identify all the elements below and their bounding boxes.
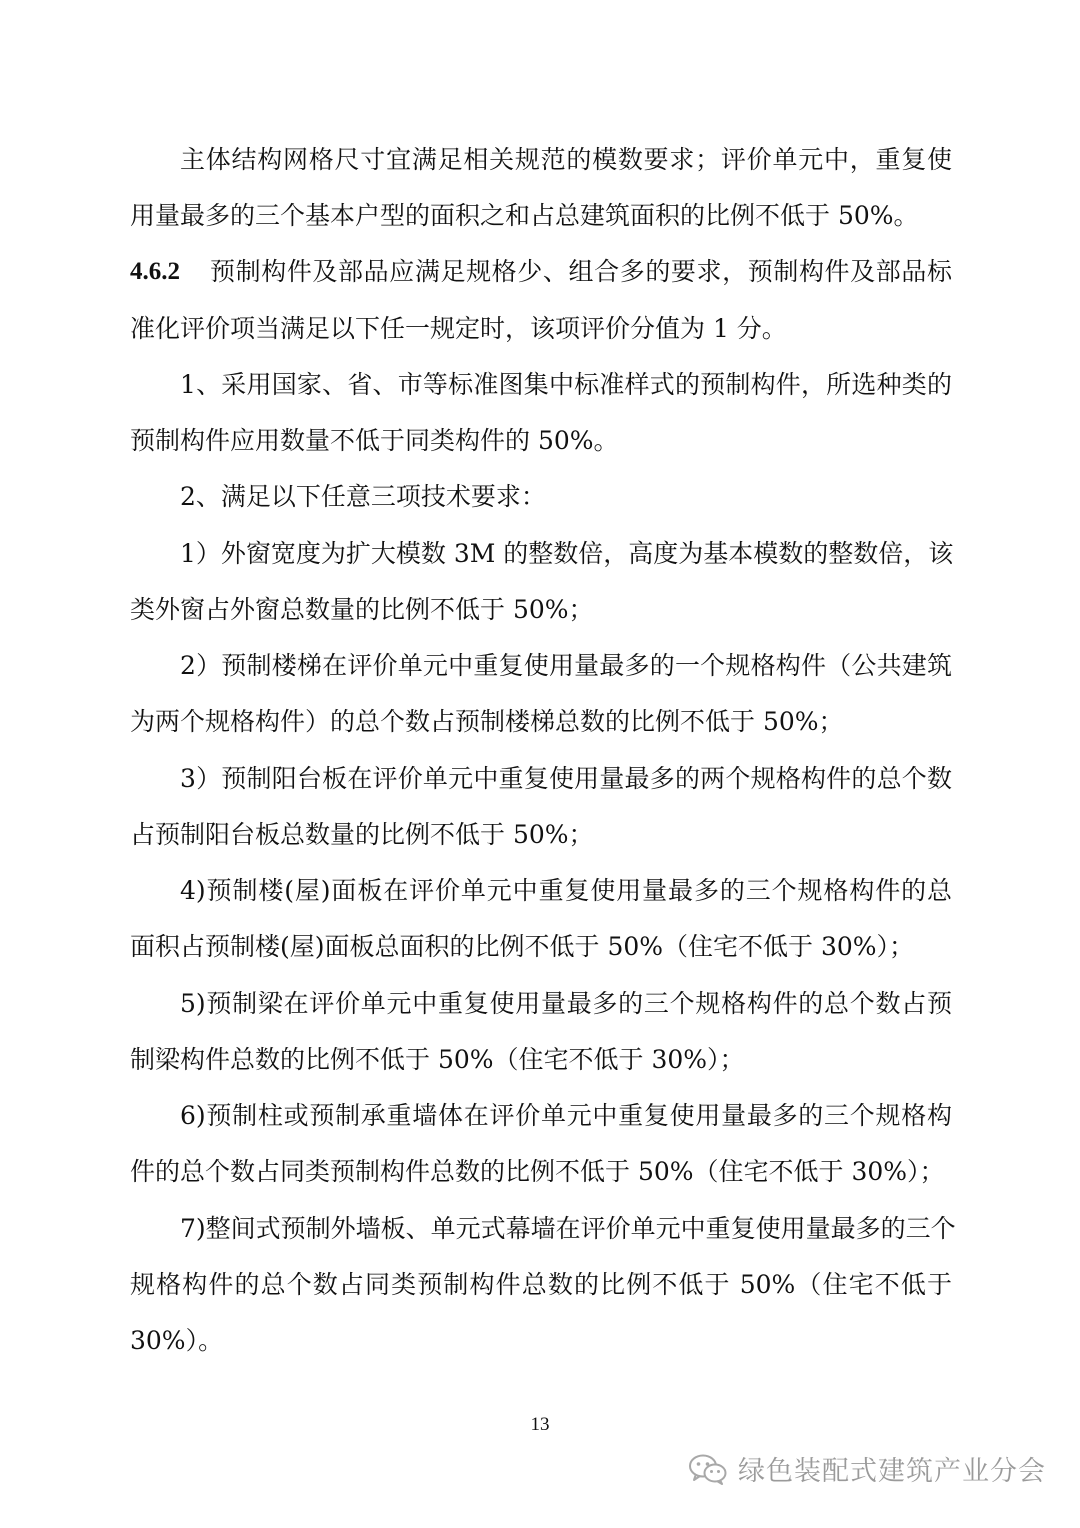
paragraph-line: 预制构件应用数量不低于同类构件的 50%。 — [130, 426, 619, 455]
paragraph-line: 7)整间式预制外墙板、单元式幕墙在评价单元中重复使用量最多的三个 — [180, 1214, 956, 1243]
paragraph-line: 为两个规格构件）的总个数占预制楼梯总数的比例不低于 50%； — [130, 707, 844, 736]
paragraph-line: 5)预制梁在评价单元中重复使用量最多的三个规格构件的总个数占预 — [180, 989, 952, 1018]
paragraph-line: 3）预制阳台板在评价单元中重复使用量最多的两个规格构件的总个数 — [180, 764, 952, 793]
paragraph-line: 主体结构网格尺寸宜满足相关规范的模数要求；评价单元中，重复使 — [180, 145, 952, 174]
paragraph-line: 准化评价项当满足以下任一规定时，该项评价分值为 1 分。 — [130, 314, 787, 343]
watermark — [688, 1449, 1046, 1488]
paragraph-line: 用量最多的三个基本户型的面积之和占总建筑面积的比例不低于 50%。 — [130, 201, 919, 230]
paragraph-line: 30%）。 — [130, 1326, 224, 1355]
paragraph-line: 6)预制柱或预制承重墙体在评价单元中重复使用量最多的三个规格构 — [180, 1101, 952, 1130]
page-number: 13 — [530, 1414, 550, 1435]
paragraph-line: 面积占预制楼(屋)面板总面积的比例不低于 50%（住宅不低于 30%）； — [130, 932, 915, 961]
wechat-icon — [688, 1453, 728, 1485]
paragraph-line: 1）外窗宽度为扩大模数 3M 的整数倍，高度为基本模数的整数倍，该 — [180, 539, 954, 568]
paragraph-line: 4)预制楼(屋)面板在评价单元中重复使用量最多的三个规格构件的总 — [180, 876, 952, 905]
paragraph-line: 制梁构件总数的比例不低于 50%（住宅不低于 30%）； — [130, 1045, 745, 1074]
paragraph-line: 件的总个数占同类预制构件总数的比例不低于 50%（住宅不低于 30%）； — [130, 1157, 945, 1186]
paragraph-line: 类外窗占外窗总数量的比例不低于 50%； — [130, 595, 594, 624]
paragraph-line: 1、采用国家、省、市等标准图集中标准样式的预制构件，所选种类的 — [180, 370, 952, 399]
paragraph-line: 2、满足以下任意三项技术要求： — [180, 482, 546, 511]
clause-heading — [130, 256, 952, 288]
paragraph-line: 占预制阳台板总数量的比例不低于 50%； — [130, 820, 594, 849]
watermark-text: 绿色装配式建筑产业分会 — [738, 1456, 1046, 1487]
paragraph-line: 2）预制楼梯在评价单元中重复使用量最多的一个规格构件（公共建筑 — [180, 651, 952, 680]
paragraph-line: 规格构件的总个数占同类预制构件总数的比例不低于 50%（住宅不低于 — [130, 1270, 952, 1299]
clause-text: 预制构件及部品应满足规格少、组合多的要求，预制构件及部品标 — [210, 257, 952, 286]
clause-number: 4.6.2 — [130, 258, 180, 285]
